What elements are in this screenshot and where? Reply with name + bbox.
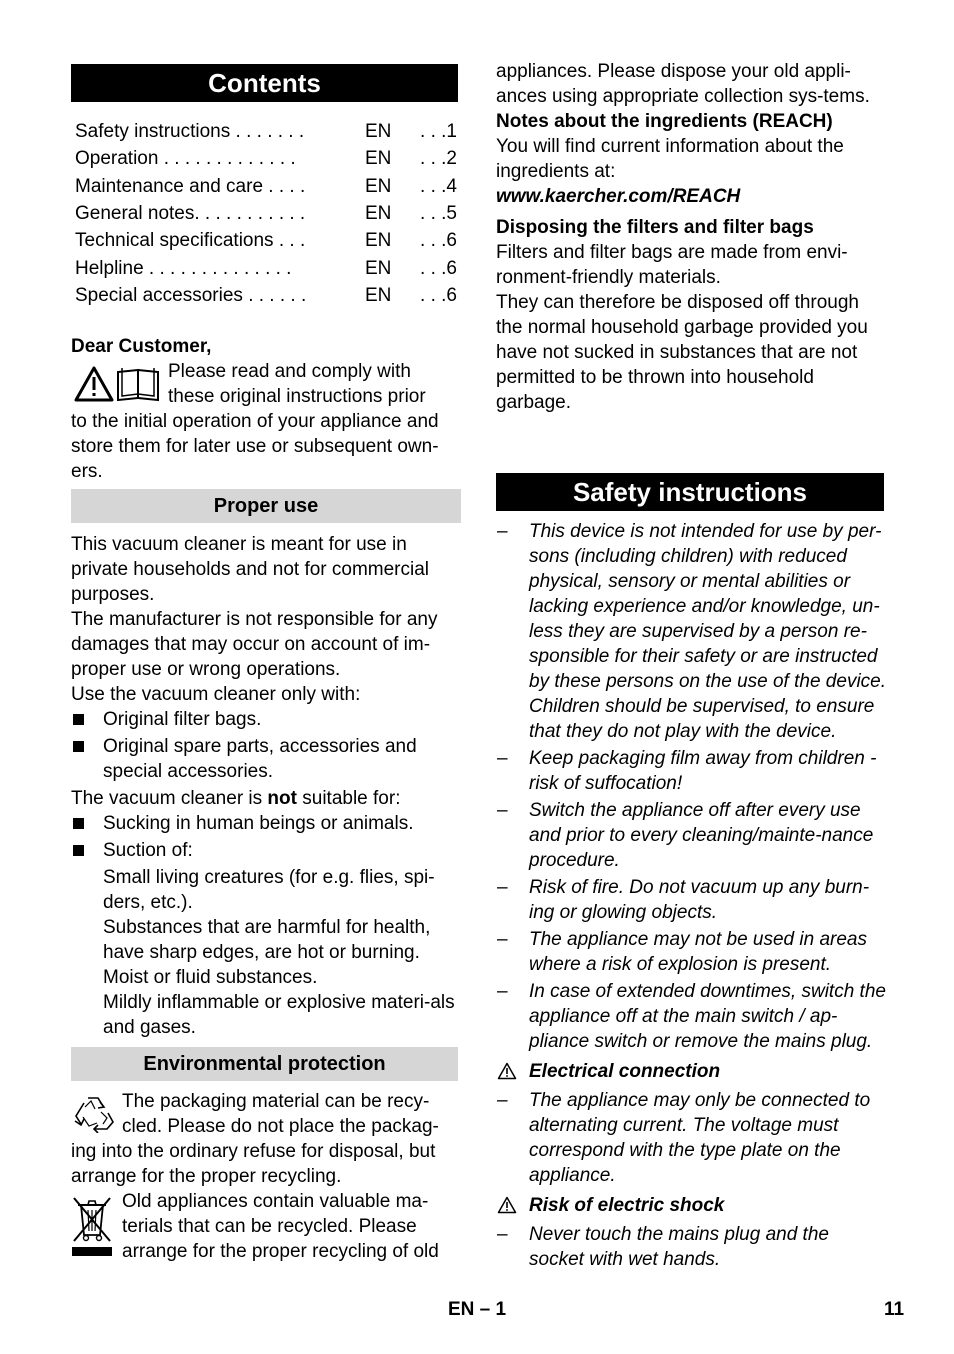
toc-label: Helpline . . . . . . . . . . . . . . <box>75 257 292 279</box>
toc-page: . . .1 <box>420 121 457 143</box>
proper-use-section <box>71 532 461 1040</box>
bullet-square-icon <box>73 714 84 725</box>
filters-p1: Filters and filter bags are made from envi-ronment-friendly materials. <box>496 242 848 288</box>
list-item: – Risk of fire. Do not vacuum up any burn-ing or glowing objects. <box>497 877 870 923</box>
bullet-square-icon <box>73 741 84 752</box>
toc-lang: EN <box>365 203 392 225</box>
list-item: – Never touch the mains plug and the socket with wet hands. <box>497 1224 829 1270</box>
list-item: – The appliance may not be used in areas where a risk of explosion is present. <box>497 929 867 975</box>
warning-triangle-icon <box>497 1196 517 1214</box>
reach-text: You will find current information about the ingredients at: <box>496 136 844 182</box>
toc-entry[interactable] <box>75 173 457 200</box>
recycle-line-2: cled. Please do not place the packag- <box>122 1116 439 1137</box>
electrical-connection-heading: Electrical connection <box>496 1059 886 1084</box>
list-item: – The appliance may only be connected to alternating current. The voltage must correspond with the type plate on the appliance. <box>497 1090 871 1186</box>
toc-page: . . .4 <box>420 175 457 197</box>
contents-title: Contents <box>71 64 458 102</box>
recycle-icon <box>71 1093 117 1140</box>
intro-text: to the initial operation of your appliance and store them for later use or subsequent own-ers. <box>71 411 439 482</box>
old-appliances-line-2: terials that can be recycled. Please <box>122 1216 417 1237</box>
toc-entry[interactable] <box>75 145 457 172</box>
suction-sub-item: Mildly inflammable or explosive materi-als and gases. <box>103 992 455 1038</box>
reach-url[interactable]: www.kaercher.com/REACH <box>496 186 741 207</box>
toc-label: Technical specifications . . . <box>75 230 306 252</box>
toc-label: Special accessories . . . . . . <box>75 284 307 306</box>
toc-label: General notes. . . . . . . . . . . <box>75 203 306 225</box>
recycle-text: ing into the ordinary refuse for disposal, but arrange for the proper recycling. <box>71 1141 436 1187</box>
toc-label: Operation . . . . . . . . . . . . . <box>75 148 296 170</box>
not-suitable-line: The vacuum cleaner is not suitable for: <box>71 788 401 809</box>
intro-line-2: these original instructions prior <box>168 386 426 407</box>
proper-use-p1: This vacuum cleaner is meant for use in private households and not for commercial purposes. <box>71 534 430 605</box>
toc-page: . . .2 <box>420 148 457 170</box>
intro-line-1: Please read and comply with <box>168 361 411 382</box>
suction-sub-item: Small living creatures (for e.g. flies, spi-ders, etc.). <box>103 867 435 913</box>
footer-language-page: EN – 1 <box>448 1299 507 1320</box>
toc-page: . . .6 <box>420 257 457 279</box>
table-of-contents <box>75 118 457 309</box>
suction-sub-item: Moist or fluid substances. <box>103 967 318 988</box>
list-item: Sucking in human beings or animals. <box>71 811 461 836</box>
list-item: Original spare parts, accessories and special accessories. <box>71 734 461 784</box>
page-number: 11 <box>884 1299 905 1320</box>
proper-use-p2: The manufacturer is not responsible for any damages that may occur on account of im-proper use or wrong operations. <box>71 609 438 680</box>
reach-heading: Notes about the ingredients (REACH) <box>496 111 833 132</box>
toc-lang: EN <box>365 121 392 143</box>
greeting: Dear Customer, <box>71 336 212 357</box>
suction-sub-item: Substances that are harmful for health, have sharp edges, are hot or burning. <box>103 917 431 963</box>
toc-page: . . .6 <box>420 284 457 306</box>
toc-label: Maintenance and care . . . . <box>75 175 306 197</box>
toc-lang: EN <box>365 257 392 279</box>
filters-heading: Disposing the filters and filter bags <box>496 217 814 238</box>
toc-label: Safety instructions . . . . . . . <box>75 121 305 143</box>
recycle-line-1: The packaging material can be recy- <box>122 1091 430 1112</box>
filters-p2: They can therefore be disposed off through the normal household garbage provided you have not sucked in substances that are not permitted to be thrown into household garbage. <box>496 292 868 413</box>
warning-triangle-icon <box>497 1062 517 1080</box>
proper-use-heading: Proper use <box>71 489 461 523</box>
list-item: – Keep packaging film away from children - risk of suffocation! <box>497 748 877 794</box>
list-item: – This device is not intended for use by per-sons (including children) with reduced physical, sensory or mental abilities or lacking experience and/or knowledge, un-less they are supervised by a person re-sponsible for their safety or are instructed by these persons on the use of the device. Children should be supervised, to ensure that they do not play with the device. <box>497 521 887 742</box>
toc-lang: EN <box>365 175 392 197</box>
bullet-square-icon <box>73 845 84 856</box>
bullet-square-icon <box>73 818 84 829</box>
toc-page: . . .6 <box>420 230 457 252</box>
right-column-top <box>496 59 884 415</box>
toc-lang: EN <box>365 148 392 170</box>
warning-manual-icon <box>72 364 162 411</box>
list-item: – Switch the appliance off after every use and prior to every cleaning/mainte-nance procedure. <box>497 800 874 871</box>
old-appliances-continued: appliances. Please dispose your old appli-ances using appropriate collection sys-tems. <box>496 61 870 107</box>
safety-section <box>496 519 886 1272</box>
toc-page: . . .5 <box>420 203 457 225</box>
toc-entry[interactable] <box>75 254 457 281</box>
list-item: – In case of extended downtimes, switch the appliance off at the main switch / ap-pliance switch or remove the mains plug. <box>497 981 886 1052</box>
weee-bin-icon <box>71 1193 113 1266</box>
toc-lang: EN <box>365 284 392 306</box>
toc-entry[interactable] <box>75 227 457 254</box>
toc-entry[interactable] <box>75 200 457 227</box>
list-item: Original filter bags. <box>71 707 461 732</box>
toc-entry[interactable] <box>75 118 457 145</box>
proper-use-p3: Use the vacuum cleaner only with: <box>71 684 361 705</box>
toc-lang: EN <box>365 230 392 252</box>
electric-shock-heading: Risk of electric shock <box>496 1193 886 1218</box>
old-appliances-line-1: Old appliances contain valuable ma- <box>122 1191 429 1212</box>
toc-entry[interactable] <box>75 282 457 309</box>
environmental-heading: Environmental protection <box>71 1047 458 1081</box>
list-item: Suction of: <box>71 838 461 863</box>
safety-title: Safety instructions <box>496 473 884 511</box>
old-appliances-line-3: arrange for the proper recycling of old <box>122 1241 439 1262</box>
